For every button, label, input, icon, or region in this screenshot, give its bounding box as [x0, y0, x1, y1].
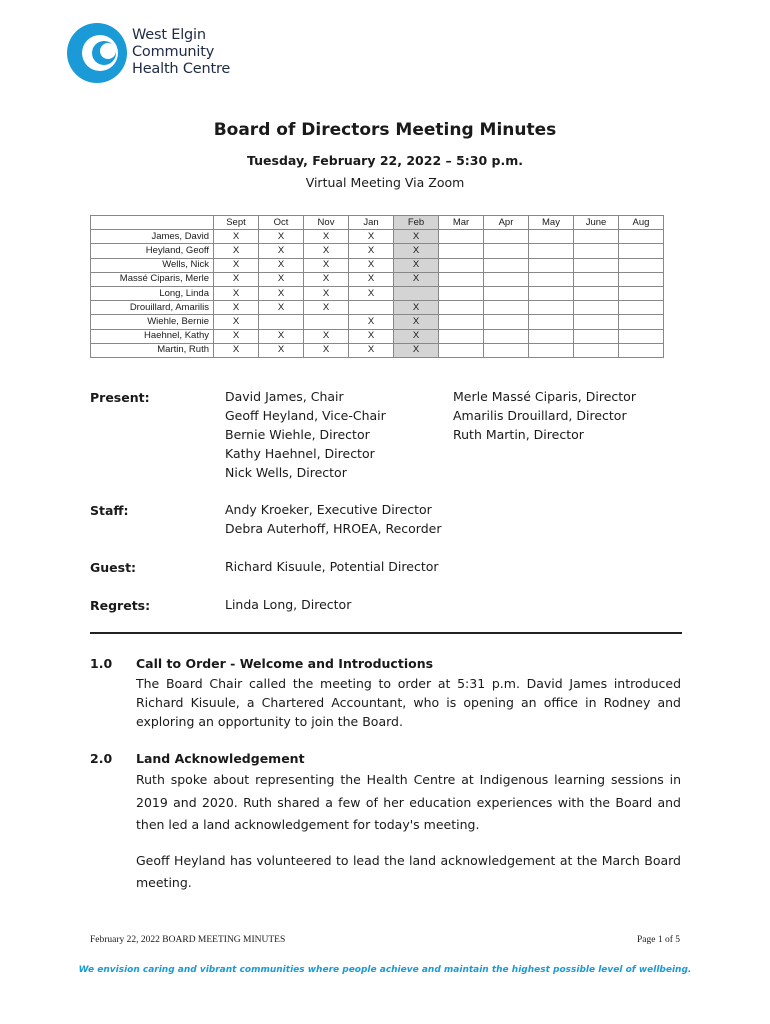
attendance-mark: [484, 301, 529, 315]
item-body: [136, 769, 681, 895]
attendance-row: [91, 286, 664, 300]
attendance-mark: X: [304, 329, 349, 343]
attendance-mark: [439, 230, 484, 244]
staff-label: Staff:: [90, 503, 129, 518]
attendance-mark: [484, 258, 529, 272]
attendance-mark: X: [214, 286, 259, 300]
staff-member: Andy Kroeker, Executive Director: [225, 502, 432, 517]
attendance-mark: X: [259, 329, 304, 343]
attendance-mark: [574, 272, 619, 286]
attendance-header-row: [91, 216, 664, 230]
present-member: Geoff Heyland, Vice-Chair: [225, 408, 386, 423]
attendance-mark: X: [304, 230, 349, 244]
item-paragraph: Ruth spoke about representing the Health Centre at Indigenous learning sessions in 2019 and 2020. Ruth shared a few of her education experiences with the Board and then led a land acknowledgement for today's meeting.: [136, 772, 681, 832]
attendance-mark: [619, 244, 664, 258]
director-name: Haehnel, Kathy: [91, 329, 214, 343]
month-header: Jan: [349, 216, 394, 230]
attendance-mark: [574, 258, 619, 272]
attendance-mark: [574, 315, 619, 329]
attendance-mark: [574, 230, 619, 244]
attendance-mark: X: [214, 343, 259, 357]
attendance-mark: X: [304, 258, 349, 272]
staff-member: Debra Auterhoff, HROEA, Recorder: [225, 521, 442, 536]
attendance-mark: [439, 244, 484, 258]
staff-list: [225, 500, 441, 538]
director-name: Wells, Nick: [91, 258, 214, 272]
logo-swirl-icon: [66, 20, 128, 86]
attendance-mark: X: [259, 301, 304, 315]
director-name: Massé Ciparis, Merle: [91, 272, 214, 286]
attendance-row: [91, 258, 664, 272]
month-header: May: [529, 216, 574, 230]
present-member: Nick Wells, Director: [225, 465, 347, 480]
attendance-mark: [349, 301, 394, 315]
item-paragraph: Geoff Heyland has volunteered to lead the land acknowledgement at the March Board meeting.: [136, 852, 681, 890]
attendance-mark: [619, 230, 664, 244]
attendance-row: [91, 244, 664, 258]
present-member: Ruth Martin, Director: [453, 427, 584, 442]
attendance-mark: X: [304, 343, 349, 357]
regrets-list: [225, 595, 351, 614]
attendance-mark: X: [394, 329, 439, 343]
attendance-row: [91, 343, 664, 357]
attendance-mark: X: [304, 272, 349, 286]
attendance-row: [91, 230, 664, 244]
regrets-member: Linda Long, Director: [225, 597, 352, 612]
attendance-mark: [484, 343, 529, 357]
item-title: Land Acknowledgement: [136, 751, 305, 766]
attendance-mark: [529, 315, 574, 329]
item-number: 2.0: [90, 751, 113, 766]
item-number: 1.0: [90, 656, 113, 671]
attendance-mark: X: [259, 258, 304, 272]
present-list-1: [225, 387, 386, 482]
attendance-mark: [439, 301, 484, 315]
attendance-mark: X: [394, 301, 439, 315]
attendance-mark: X: [214, 301, 259, 315]
attendance-mark: X: [259, 286, 304, 300]
month-header: Mar: [439, 216, 484, 230]
section-divider: [90, 632, 682, 634]
attendance-mark: [439, 329, 484, 343]
footer-title: February 22, 2022 BOARD MEETING MINUTES: [90, 935, 286, 945]
item-body: [136, 674, 681, 731]
attendance-mark: [619, 343, 664, 357]
attendance-mark: [439, 343, 484, 357]
attendance-mark: [484, 315, 529, 329]
attendance-mark: X: [259, 244, 304, 258]
attendance-mark: X: [349, 258, 394, 272]
attendance-row: [91, 329, 664, 343]
attendance-mark: X: [259, 272, 304, 286]
organization-logo: [66, 20, 236, 86]
attendance-mark: [529, 244, 574, 258]
month-header: Apr: [484, 216, 529, 230]
attendance-mark: X: [394, 272, 439, 286]
regrets-label: Regrets:: [90, 598, 151, 613]
month-header: Feb: [394, 216, 439, 230]
attendance-mark: X: [394, 258, 439, 272]
attendance-mark: X: [304, 301, 349, 315]
attendance-mark: X: [214, 272, 259, 286]
attendance-mark: X: [304, 244, 349, 258]
attendance-mark: [484, 286, 529, 300]
attendance-mark: X: [259, 343, 304, 357]
month-header: Oct: [259, 216, 304, 230]
attendance-mark: [529, 301, 574, 315]
organization-name: [132, 27, 230, 78]
attendance-mark: X: [214, 230, 259, 244]
attendance-corner-cell: [91, 216, 214, 230]
present-member: Amarilis Drouillard, Director: [453, 408, 627, 423]
attendance-mark: X: [214, 244, 259, 258]
attendance-mark: [574, 244, 619, 258]
month-header: Nov: [304, 216, 349, 230]
attendance-mark: X: [349, 343, 394, 357]
present-list-2: [453, 387, 636, 444]
guest-member: Richard Kisuule, Potential Director: [225, 559, 439, 574]
director-name: James, David: [91, 230, 214, 244]
attendance-mark: [574, 301, 619, 315]
guest-list: [225, 557, 439, 576]
attendance-mark: [529, 258, 574, 272]
document-title: Board of Directors Meeting Minutes: [213, 120, 557, 140]
meeting-type: Virtual Meeting Via Zoom: [305, 175, 465, 190]
attendance-mark: [574, 343, 619, 357]
month-header: June: [574, 216, 619, 230]
meeting-date: Tuesday, February 22, 2022 – 5:30 p.m.: [246, 153, 524, 168]
vision-statement: We envision caring and vibrant communities where people achieve and maintain the highest possible level of wellbeing.: [78, 965, 692, 975]
org-name-line-1: West Elgin: [132, 27, 206, 43]
org-name-line-2: Community: [132, 44, 215, 60]
attendance-mark: [439, 315, 484, 329]
attendance-mark: [439, 286, 484, 300]
director-name: Martin, Ruth: [91, 343, 214, 357]
page-number: Page 1 of 5: [636, 935, 680, 945]
attendance-mark: [259, 315, 304, 329]
attendance-mark: [484, 244, 529, 258]
attendance-mark: [619, 301, 664, 315]
attendance-mark: [619, 258, 664, 272]
present-member: Merle Massé Ciparis, Director: [453, 389, 636, 404]
attendance-mark: [619, 315, 664, 329]
attendance-mark: X: [349, 230, 394, 244]
attendance-mark: X: [304, 286, 349, 300]
director-name: Drouillard, Amarilis: [91, 301, 214, 315]
present-label: Present:: [90, 390, 150, 405]
attendance-mark: [619, 286, 664, 300]
attendance-mark: X: [214, 329, 259, 343]
attendance-row: [91, 272, 664, 286]
attendance-mark: X: [349, 244, 394, 258]
attendance-mark: [529, 230, 574, 244]
attendance-mark: [529, 286, 574, 300]
attendance-mark: [439, 258, 484, 272]
item-title: Call to Order - Welcome and Introductions: [136, 656, 434, 671]
attendance-mark: [484, 230, 529, 244]
attendance-mark: [394, 286, 439, 300]
org-name-line-3: Health Centre: [132, 61, 231, 77]
director-name: Wiehle, Bernie: [91, 315, 214, 329]
attendance-mark: [574, 286, 619, 300]
attendance-mark: X: [349, 315, 394, 329]
attendance-mark: X: [394, 230, 439, 244]
attendance-row: [91, 301, 664, 315]
attendance-mark: X: [214, 315, 259, 329]
attendance-mark: X: [394, 315, 439, 329]
attendance-mark: X: [394, 343, 439, 357]
present-member: David James, Chair: [225, 389, 344, 404]
attendance-mark: [439, 272, 484, 286]
present-member: Kathy Haehnel, Director: [225, 446, 375, 461]
director-name: Long, Linda: [91, 286, 214, 300]
month-header: Sept: [214, 216, 259, 230]
attendance-mark: [484, 329, 529, 343]
month-header: Aug: [619, 216, 664, 230]
attendance-mark: X: [394, 244, 439, 258]
director-name: Heyland, Geoff: [91, 244, 214, 258]
attendance-mark: [619, 329, 664, 343]
attendance-table: [90, 215, 664, 358]
attendance-mark: X: [259, 230, 304, 244]
attendance-mark: [574, 329, 619, 343]
attendance-mark: [529, 272, 574, 286]
guest-label: Guest:: [90, 560, 137, 575]
attendance-mark: [529, 343, 574, 357]
attendance-mark: X: [214, 258, 259, 272]
attendance-mark: X: [349, 329, 394, 343]
attendance-mark: [304, 315, 349, 329]
attendance-mark: X: [349, 286, 394, 300]
attendance-mark: [529, 329, 574, 343]
item-paragraph: The Board Chair called the meeting to order at 5:31 p.m. David James introduced Richard Kisuule, a Chartered Accountant, who is opening an office in Rodney and exploring an opportunity to join the Board.: [136, 676, 681, 729]
present-member: Bernie Wiehle, Director: [225, 427, 370, 442]
attendance-mark: X: [349, 272, 394, 286]
attendance-mark: [484, 272, 529, 286]
attendance-mark: [619, 272, 664, 286]
attendance-row: [91, 315, 664, 329]
